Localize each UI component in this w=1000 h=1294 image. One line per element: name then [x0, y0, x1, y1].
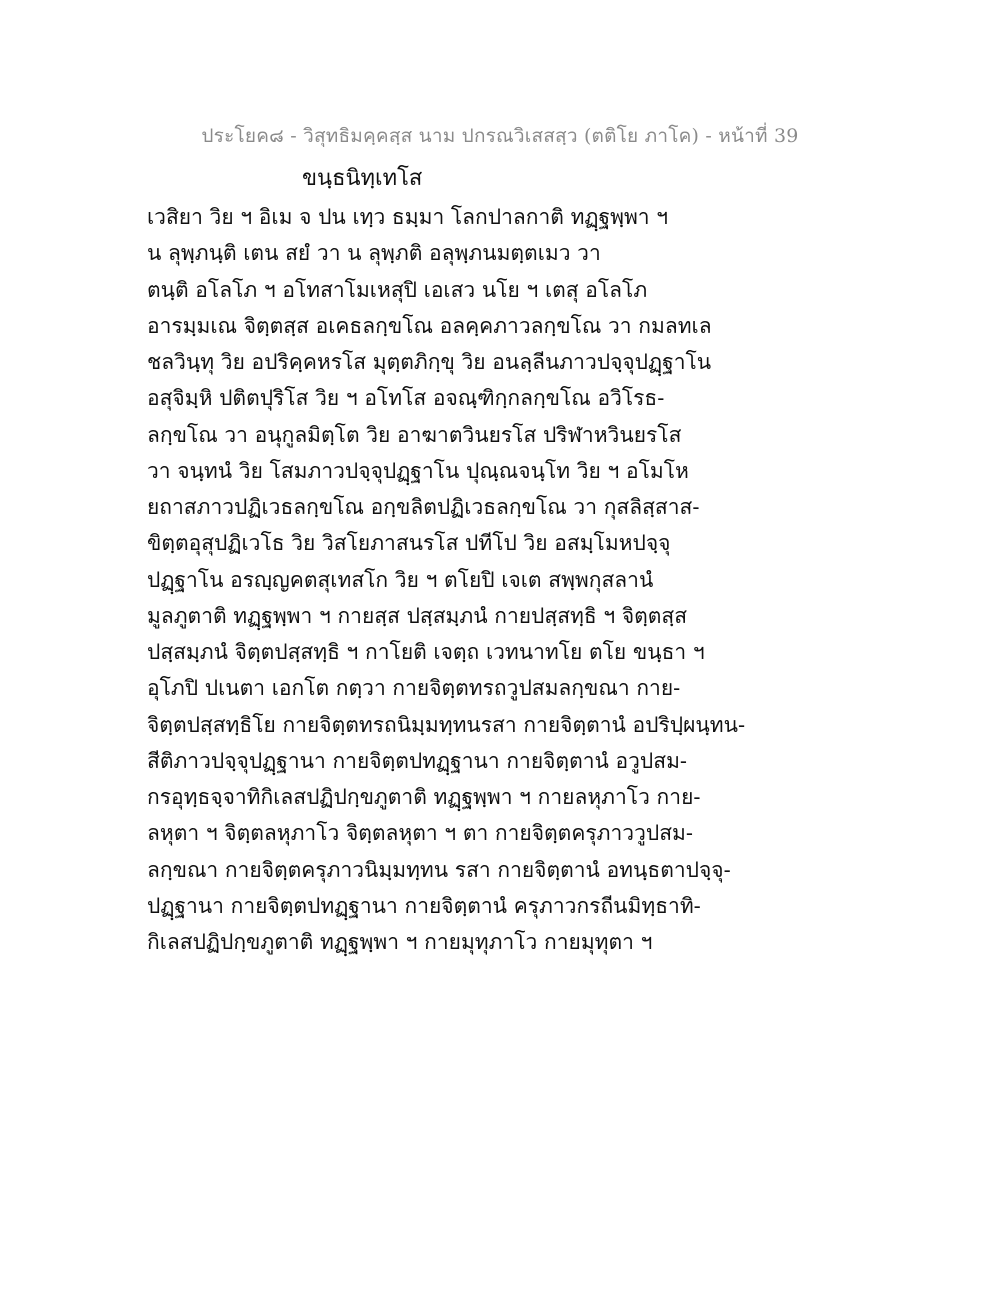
- text-line: ปฏฺฐานา กายจิตฺตปทฏฺฐานา กายจิตฺตานํ ครุภาวกรถีนมิทฺธาทิ-: [147, 893, 701, 918]
- text-line: ชลวินฺทุ วิย อปริคฺคหรโส มุตฺตภิกฺขุ วิย อนลฺลีนภาวปจฺจุปฏฺฐาโน: [147, 350, 712, 374]
- text-line: ลหุตา ฯ จิตฺตลหุภาโว จิตฺตลหุตา ฯ ตา กายจิตฺตครุภาววูปสม-: [147, 821, 693, 846]
- text-line: ลกฺขโณ วา อนุกูลมิตฺโต วิย อาฆาตวินยรโส ปริฬาหวินยรโส: [147, 422, 682, 447]
- page-header: ประโยค๘ - วิสุทธิมคฺคสฺส นาม ปกรณวิเสสสฺว (ตติโย ภาโค) - หน้าที่ 39: [201, 125, 799, 147]
- section-heading: ขนฺธนิทฺเทโส: [302, 166, 423, 191]
- text-line: น ลุพฺภนฺติ เตน สยํ วา น ลุพฺภติ อลุพฺภนมตฺตเมว วา: [147, 241, 601, 266]
- text-line: อสุจิมฺหิ ปติตปุริโส วิย ฯ อโทโส อจณฺฑิกฺกลกฺขโณ อวิโรธ-: [147, 386, 665, 411]
- text-line: ปสฺสมฺภนํ จิตฺตปสฺสทฺธิ ฯ กาโยติ เจตฺถ เวทนาทโย ตโย ขนฺธา ฯ: [147, 640, 705, 664]
- text-line: ตนฺติ อโลโภ ฯ อโทสาโมเหสุปิ เอเสว นโย ฯ เตสุ อโลโภ: [147, 277, 648, 302]
- text-line: มูลภูตาติ ทฏฺฐพฺพา ฯ กายสฺส ปสฺสมฺภนํ กายปสฺสทฺธิ ฯ จิตฺตสฺส: [147, 603, 688, 628]
- text-line: วา จนฺทนํ วิย โสมภาวปจฺจุปฏฺฐาโน ปุณฺณจนฺโท วิย ฯ อโมโห: [147, 458, 689, 483]
- text-line: กรอุทฺธจฺจาทิกิเลสปฏิปกฺขภูตาติ ทฏฺฐพฺพา ฯ กายลหุภาโว กาย-: [147, 785, 701, 809]
- text-line: ขิตฺตอุสุปฏิเวโธ วิย วิสโยภาสนรโส ปทีโป วิย อสมฺโมหปจฺจุ: [147, 531, 671, 556]
- text-line: สีติภาวปจฺจุปฏฺฐานา กายจิตฺตปทฏฺฐานา กายจิตฺตานํ อวูปสม-: [147, 748, 688, 773]
- text-line: อุโภปิ ปเนตา เอกโต กตฺวา กายจิตฺตทรถวูปสมลกฺขณา กาย-: [147, 676, 681, 701]
- text-line: กิเลสปฏิปกฺขภูตาติ ทฏฺฐพฺพา ฯ กายมุทุภาโว กายมุทุตา ฯ: [147, 930, 653, 954]
- text-line: จิตฺตปสฺสทฺธิโย กายจิตฺตทรถนิมฺมทฺทนรสา กายจิตฺตานํ อปริปฺผนฺทน-: [147, 712, 746, 737]
- text-line: ยถาสภาวปฏิเวธลกฺขโณ อกฺขลิตปฏิเวธลกฺขโณ วา กุสลิสฺสาส-: [147, 495, 700, 519]
- text-line: อารมฺมเณ จิตฺตสฺส อเคธลกฺขโณ อลคฺคภาวลกฺขโณ วา กมลทเล: [147, 313, 712, 338]
- body-text: [147, 199, 867, 960]
- text-line: เวสิยา วิย ฯ อิเม จ ปน เทฺว ธมฺมา โลกปาลกาติ ทฏฺฐพฺพา ฯ: [147, 205, 669, 229]
- text-line: ปฏฺฐาโน อรญฺญคตสุเทสโก วิย ฯ ตโยปิ เจเต สพฺพกุสลานํ: [147, 567, 654, 592]
- text-line: ลกฺขณา กายจิตฺตครุภาวนิมฺมทฺทน รสา กายจิตฺตานํ อทนฺธตาปจฺจุ-: [147, 857, 731, 882]
